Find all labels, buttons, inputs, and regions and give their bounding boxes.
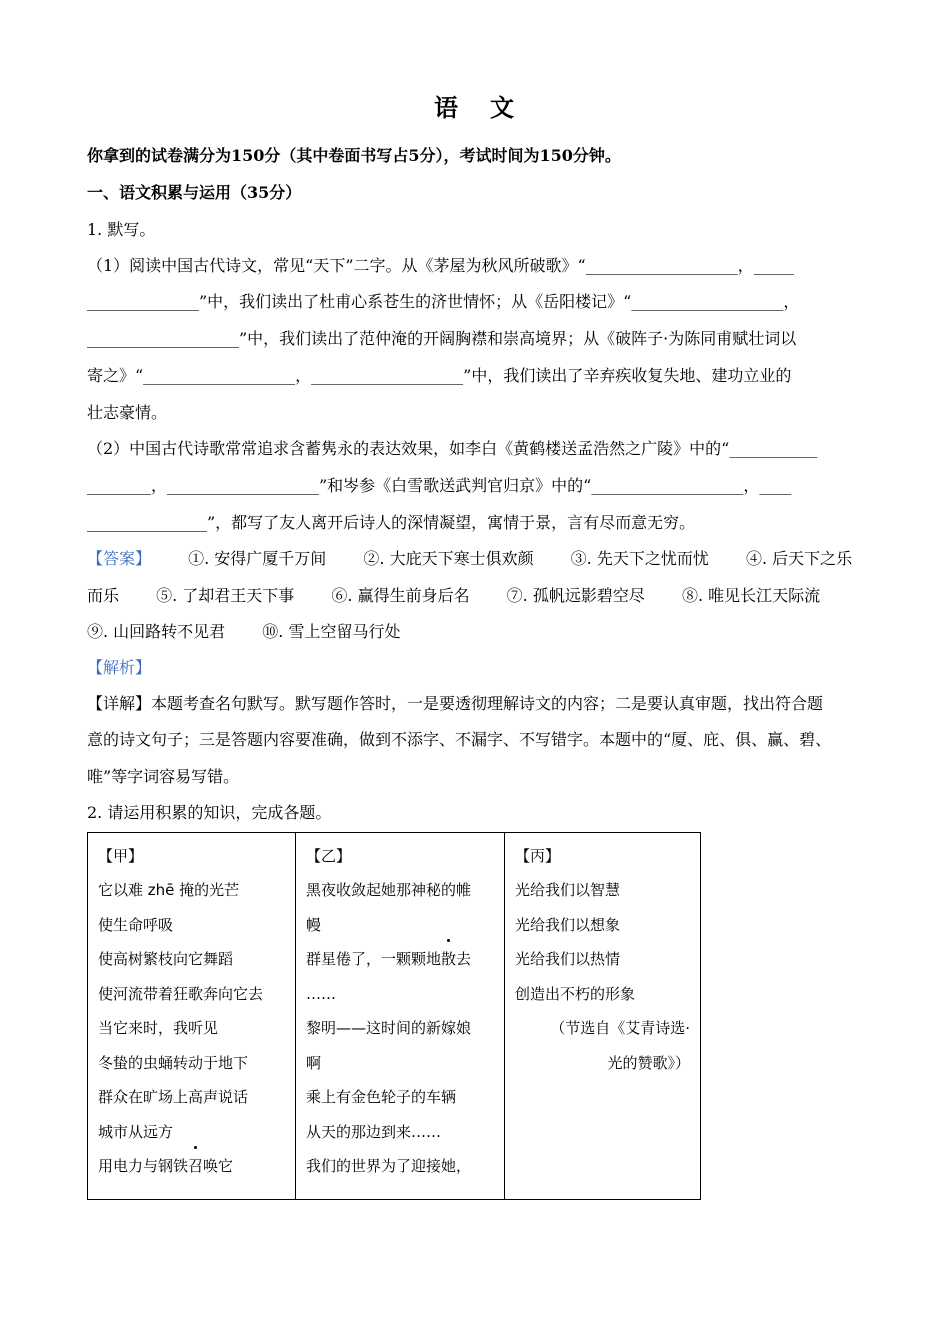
answer-item: ⑧. 唯见长江天际流 bbox=[681, 586, 821, 605]
poem-label: 【甲】 bbox=[98, 847, 144, 865]
answer-item: ③. 先天下之忧而忧 bbox=[570, 549, 709, 568]
title-char-1: 语 bbox=[434, 93, 460, 122]
answer-item: ⑥. 赢得生前身后名 bbox=[331, 586, 470, 605]
question-1-text-line: ______________”中，我们读出了杜甫心系苍生的济世情怀；从《岳阳楼记》“___________________， bbox=[87, 292, 800, 311]
poem-line: 使河流带着狂歌奔向它去 bbox=[98, 984, 264, 1003]
poem-source: 光的赞歌》） bbox=[607, 1053, 690, 1072]
poem-line bbox=[98, 1149, 285, 1184]
poem-line: 使生命呼吸 bbox=[98, 915, 174, 934]
detail-line: 意的诗文句子；三是答题内容要准确，做到不添字、不漏字、不写错字。本题中的“厦、庇、俱、赢、碧、 bbox=[87, 730, 832, 749]
answer-item: ②. 大庇天下寒士俱欢颜 bbox=[363, 549, 534, 568]
poem-source: （节选自《艾青诗选· bbox=[550, 1019, 690, 1037]
question-1-text-line: （2）中国古代诗歌常常追求含蓄隽永的表达效果，如李白《黄鹤楼送孟浩然之广陵》中的“___________ bbox=[87, 439, 818, 458]
answer-item: ⑦. 孤帆远影碧空尽 bbox=[506, 586, 645, 605]
poem-line: …… bbox=[306, 984, 336, 1003]
poem-line: 啊 bbox=[306, 1053, 322, 1072]
answer-item: ⑤. 了却君王天下事 bbox=[156, 586, 295, 605]
answer-item: ⑩. 雪上空留马行处 bbox=[262, 622, 401, 641]
question-2-heading: 2. 请运用积累的知识，完成各题。 bbox=[87, 803, 332, 822]
title-char-2: 文 bbox=[490, 93, 516, 122]
question-1-heading: 1. 默写。 bbox=[87, 220, 156, 239]
page-title bbox=[0, 88, 950, 123]
detail-line: 唯”等字词容易写错。 bbox=[87, 767, 240, 786]
poem-line: 我们的世界为了迎接她， bbox=[306, 1157, 472, 1175]
poem-line: 黎明——这时间的新嫁娘 bbox=[306, 1019, 472, 1037]
poem-line: 乘上有金色轮子的车辆 bbox=[306, 1088, 457, 1106]
question-1-text-line: ________，___________________”和岑参《白雪歌送武判官归京》中的“___________________，____ bbox=[87, 476, 792, 495]
poem-line: 创造出不朽的形象 bbox=[515, 984, 636, 1003]
question-1-text-line: （1）阅读中国古代诗文，常见“天下”二字。从《茅屋为秋风所破歌》“___________________，_____ bbox=[87, 256, 794, 275]
poem-line: 幔 bbox=[306, 915, 322, 934]
answer-row-1 bbox=[87, 541, 867, 577]
poem-line: 光给我们以热情 bbox=[515, 950, 621, 968]
question-1-text-line: _______________”，都写了友人离开后诗人的深情凝望，寓情于景，言有尽而意无穷。 bbox=[87, 513, 696, 532]
exam-intro: 你拿到的试卷满分为150分（其中卷面书写占5分），考试时间为150分钟。 bbox=[87, 146, 621, 165]
poem-line: 从天的那边到来…… bbox=[306, 1122, 442, 1141]
answer-item: 而乐 bbox=[87, 586, 120, 605]
poem-text: 去 bbox=[456, 950, 472, 968]
question-1-text-line: 寄之》“___________________，___________________”中，我们读出了辛弃疾收复失地、建功立业的 bbox=[87, 366, 792, 385]
poem-column-bing bbox=[505, 833, 701, 1200]
poem-text: 用电力与钢铁 bbox=[98, 1157, 189, 1175]
emphasis-char: 散 bbox=[441, 942, 456, 977]
poem-table bbox=[87, 832, 701, 1200]
poem-line: 黑夜收敛起她那神秘的帷 bbox=[306, 881, 472, 899]
answer-item: ①. 安得广厦千万间 bbox=[188, 549, 327, 568]
analysis-label: 【解析】 bbox=[87, 658, 152, 677]
question-1-text-line: ___________________”中，我们读出了范仲淹的开阔胸襟和崇高境界；从《破阵子·为陈同甫赋壮词以 bbox=[87, 329, 797, 348]
section-heading: 一、语文积累与运用（35分） bbox=[87, 183, 302, 202]
poem-text: 唤它 bbox=[203, 1157, 234, 1175]
poem-line: 它以难 zhē 掩的光芒 bbox=[98, 881, 240, 899]
answer-row-2 bbox=[87, 578, 867, 614]
answer-item: ④. 后天下之乐 bbox=[745, 549, 853, 568]
answer-label: 【答案】 bbox=[87, 549, 152, 568]
emphasis-char: 召 bbox=[188, 1149, 203, 1184]
poem-line: 冬蛰的虫蛹转动于地下 bbox=[98, 1053, 249, 1072]
answer-row-3 bbox=[87, 614, 867, 650]
answer-item: ⑨. 山回路转不见君 bbox=[87, 622, 226, 641]
question-1-text-line: 壮志豪情。 bbox=[87, 403, 168, 422]
poem-label: 【乙】 bbox=[306, 847, 352, 865]
poem-text: 群星倦了，一颗颗地 bbox=[306, 950, 442, 968]
poem-line: 群众在旷场上高声说话 bbox=[98, 1088, 249, 1106]
poem-label: 【丙】 bbox=[515, 847, 561, 865]
poem-line: 城市从远方 bbox=[98, 1122, 174, 1141]
poem-column-jia bbox=[88, 833, 296, 1200]
poem-line: 光给我们以智慧 bbox=[515, 881, 621, 899]
detail-line: 【详解】本题考查名句默写。默写题作答时，一是要透彻理解诗文的内容；二是要认真审题，找出符合题 bbox=[87, 694, 824, 713]
poem-line: 当它来时，我听见 bbox=[98, 1019, 219, 1037]
poem-column-yi bbox=[296, 833, 505, 1200]
poem-line bbox=[306, 942, 494, 977]
poem-line: 光给我们以想象 bbox=[515, 915, 621, 934]
poem-line: 使高树繁枝向它舞蹈 bbox=[98, 950, 234, 968]
